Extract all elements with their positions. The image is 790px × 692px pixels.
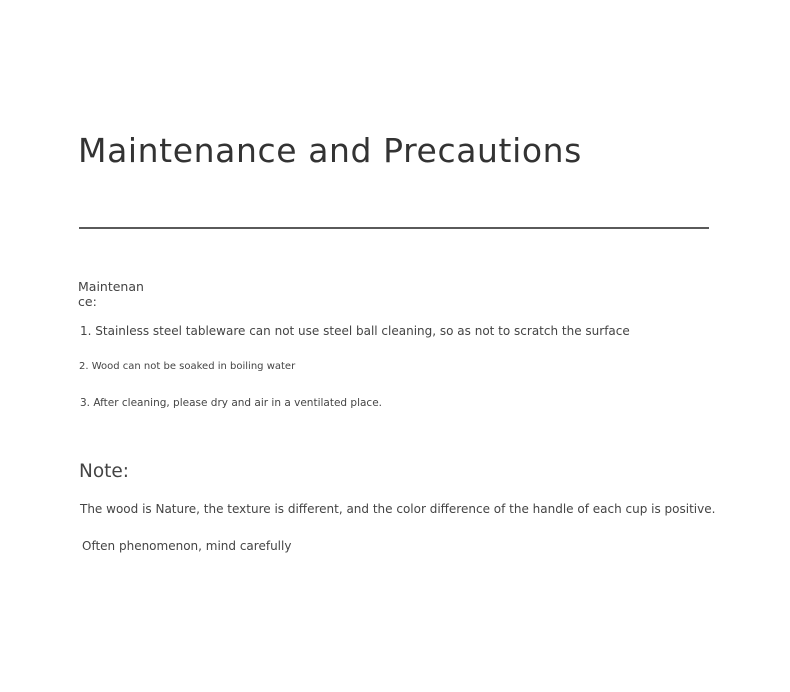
note-heading: Note:: [79, 461, 130, 482]
maintenance-item-1: 1. Stainless steel tableware can not use steel ball cleaning, so as not to scratch the surface: [80, 324, 630, 338]
title-divider: [79, 227, 709, 229]
note-line-2: Often phenomenon, mind carefully: [82, 539, 292, 553]
maintenance-item-2: 2. Wood can not be soaked in boiling water: [79, 361, 296, 372]
maintenance-label: Maintenance:: [78, 279, 144, 309]
page-title: Maintenance and Precautions: [78, 131, 582, 170]
note-line-1: The wood is Nature, the texture is different, and the color difference of the handle of each cup is positive.: [80, 502, 716, 516]
maintenance-item-3: 3. After cleaning, please dry and air in a ventilated place.: [80, 397, 382, 409]
